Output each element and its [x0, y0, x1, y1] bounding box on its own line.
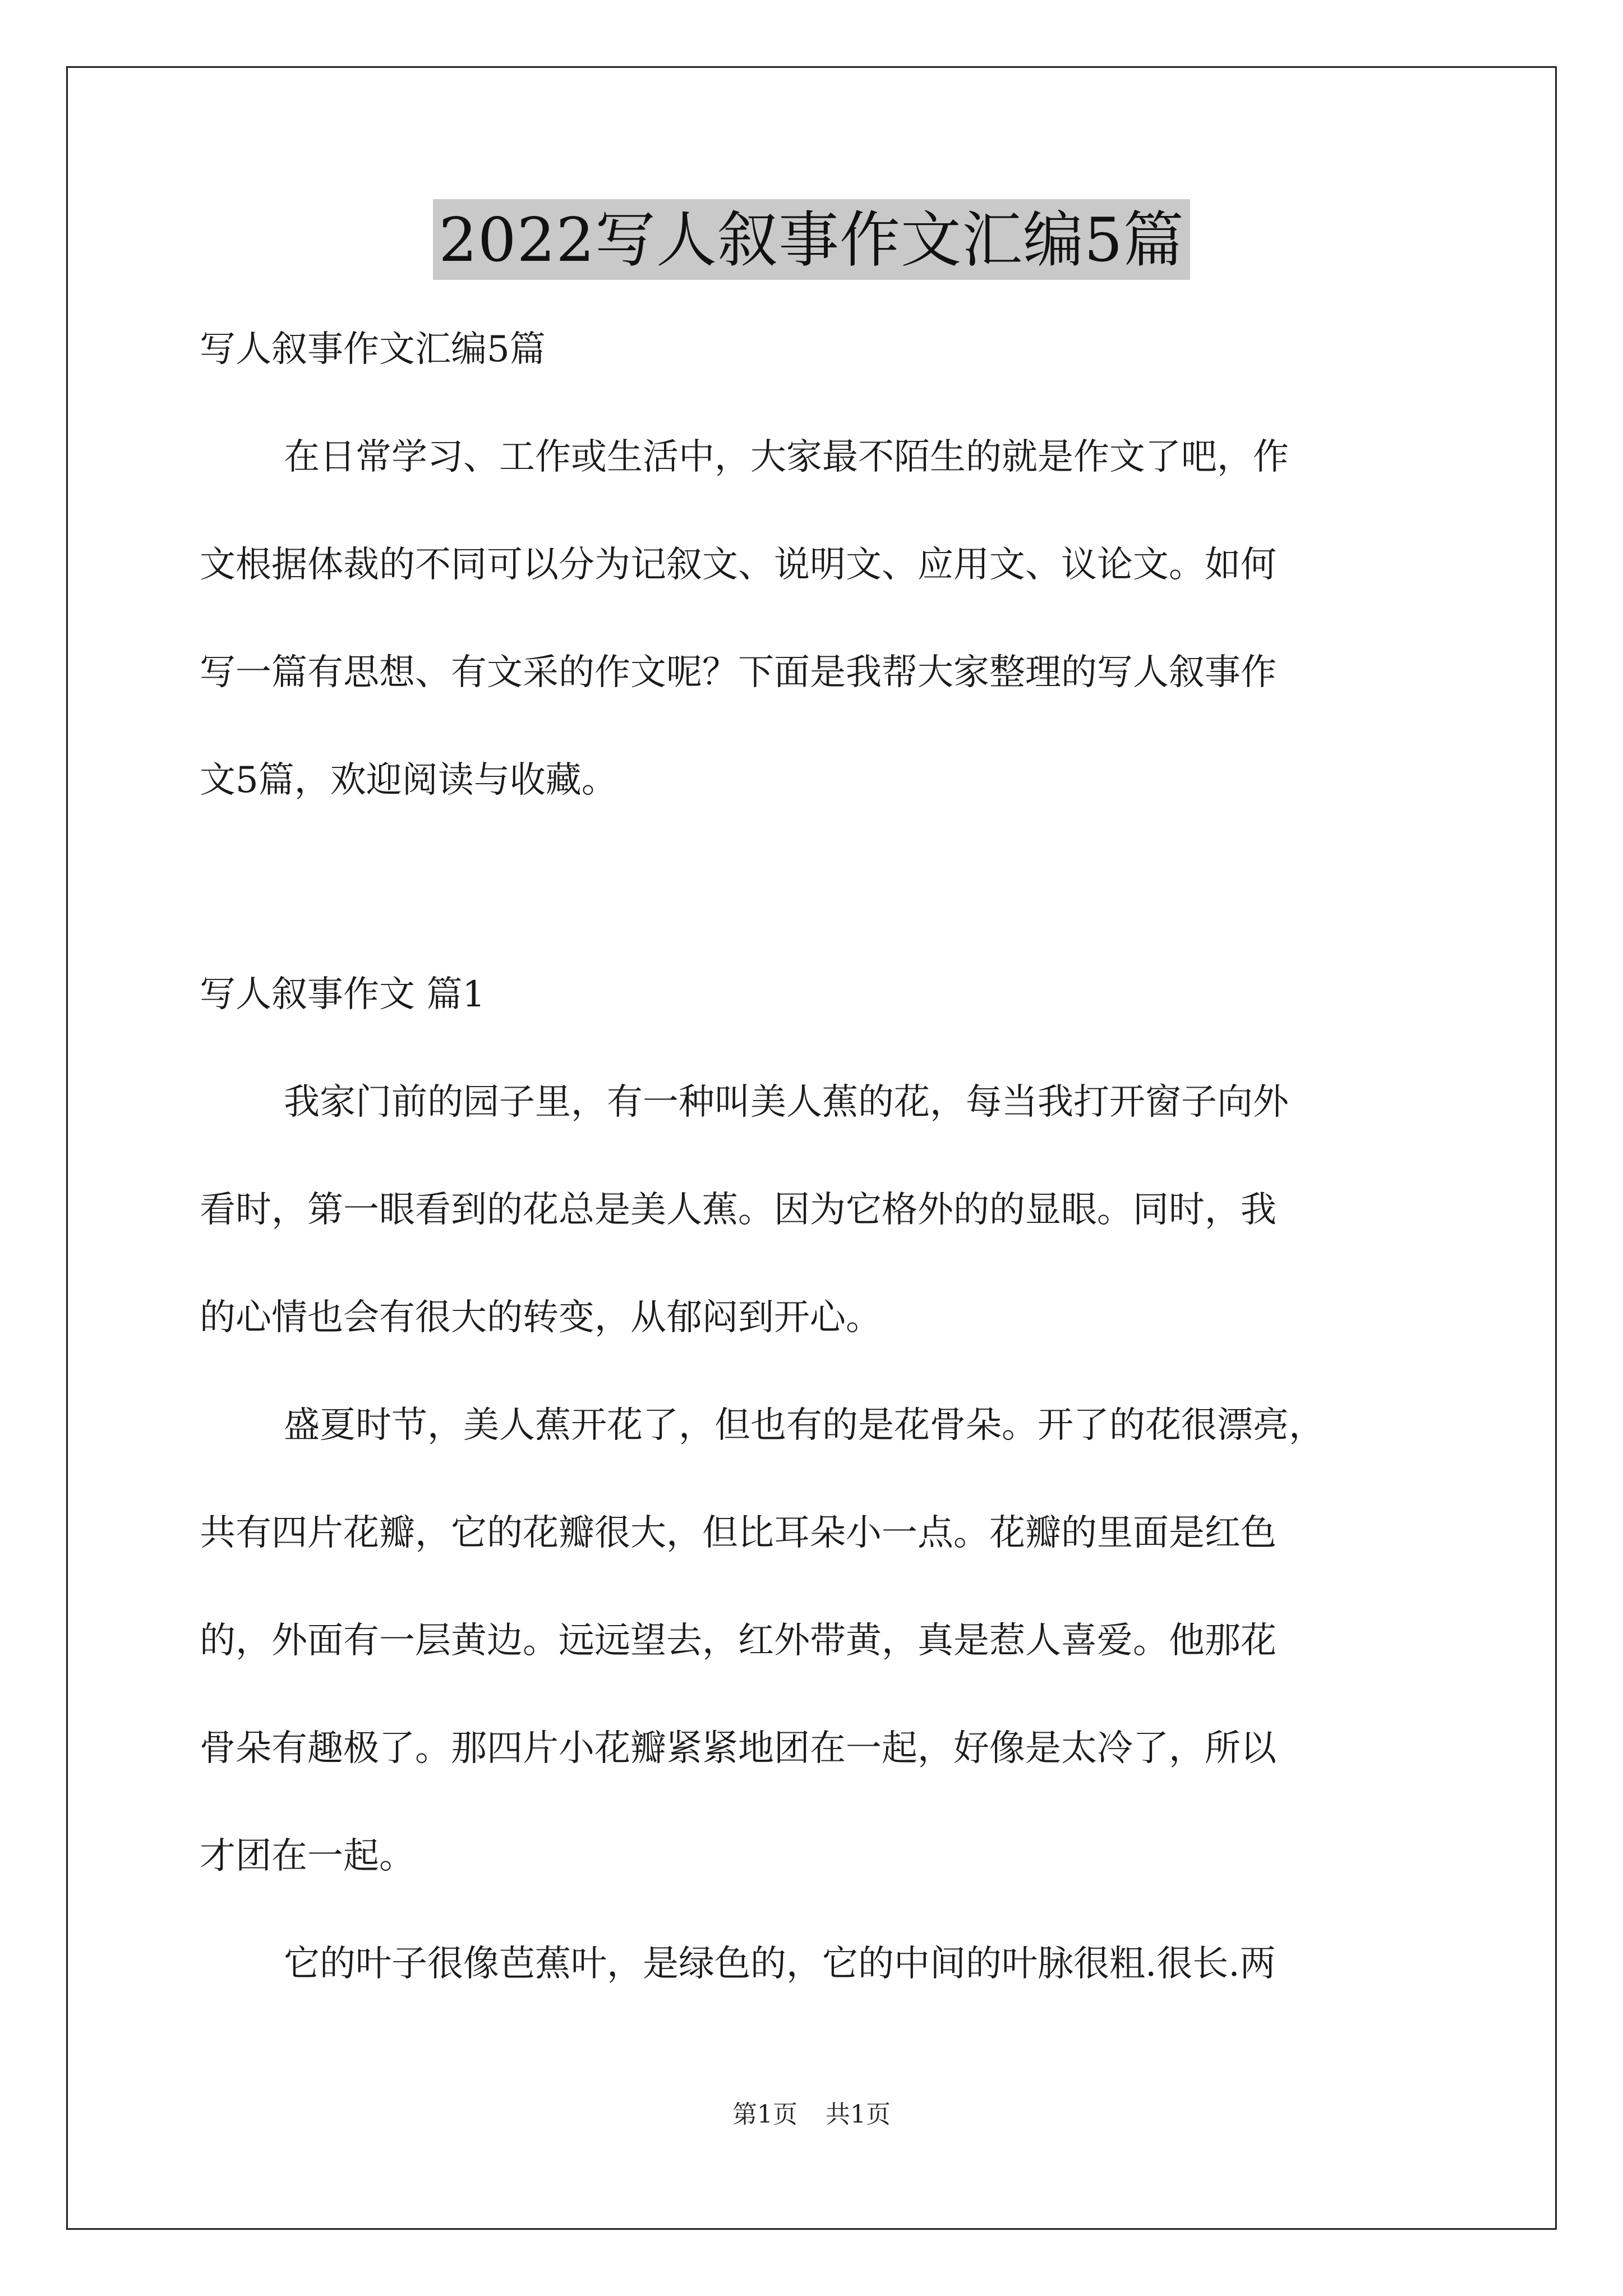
paragraph-line: 才团在一起。 — [200, 1835, 415, 1877]
intro-line: 写一篇有思想、有文采的作文呢？下面是我帮大家整理的写人叙事作 — [200, 652, 1276, 693]
section-spacer — [200, 861, 1433, 968]
document-subtitle: 写人叙事作文汇编5篇 — [200, 329, 546, 370]
paragraph-line: 骨朵有趣极了。那四片小花瓣紧紧地团在一起，好像是太冷了，所以 — [200, 1728, 1276, 1769]
section-heading: 写人叙事作文 篇1 — [200, 974, 486, 1015]
title-container — [0, 199, 1623, 280]
paragraph-line: 看时，第一眼看到的花总是美人蕉。因为它格外的的显眼。同时，我 — [200, 1189, 1276, 1231]
paragraph-line: 共有四片花瓣，它的花瓣很大，但比耳朵小一点。花瓣的里面是红色 — [200, 1512, 1276, 1554]
document-title: 2022写人叙事作文汇编5篇 — [433, 199, 1190, 280]
body-paragraph — [200, 1937, 1433, 1991]
paragraph-line: 的心情也会有很大的转变，从郁闷到开心。 — [200, 1297, 882, 1338]
intro-paragraph — [200, 430, 1433, 807]
body-paragraph — [200, 1398, 1433, 1883]
section-heading-block — [200, 968, 1433, 1022]
paragraph-line: 它的叶子很像芭蕉叶，是绿色的，它的中间的叶脉很粗.很长.两 — [284, 1943, 1276, 1985]
intro-line: 文根据体裁的不同可以分为记叙文、说明文、应用文、议论文。如何 — [200, 544, 1276, 586]
page-total: 共1页 — [826, 2100, 891, 2129]
paragraph-line: 我家门前的园子里，有一种叫美人蕉的花，每当我打开窗子向外 — [284, 1082, 1289, 1123]
intro-line: 在日常学习、工作或生活中，大家最不陌生的就是作文了吧，作 — [284, 436, 1289, 478]
page-number: 第1页 — [732, 2100, 797, 2129]
paragraph-line: 的，外面有一层黄边。远远望去，红外带黄，真是惹人喜爱。他那花 — [200, 1620, 1276, 1662]
document-body — [200, 323, 1433, 2045]
paragraph-line: 盛夏时节，美人蕉开花了，但也有的是花骨朵。开了的花很漂亮， — [284, 1405, 1325, 1446]
intro-line: 文5篇，欢迎阅读与收藏。 — [200, 760, 617, 801]
page-footer — [0, 2098, 1623, 2132]
subtitle-block — [200, 323, 1433, 376]
body-paragraph — [200, 1075, 1433, 1345]
